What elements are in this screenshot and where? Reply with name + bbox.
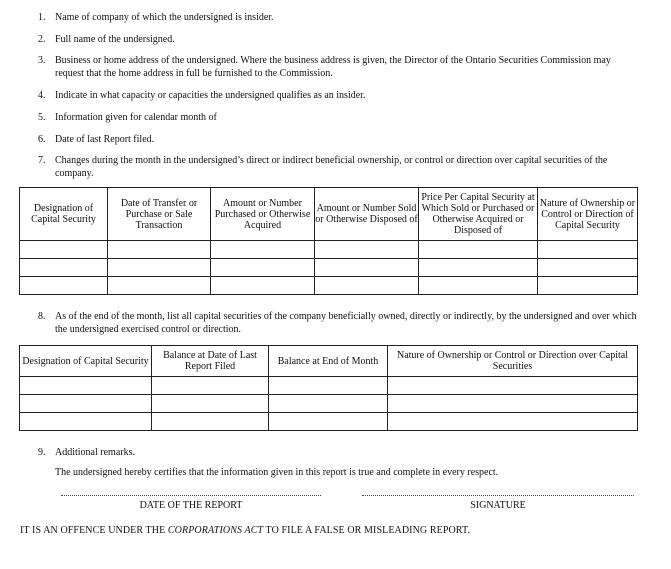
item-8: 8. As of the end of the month, list all capital securities of the company beneficially owned, directly or indirectly, by the undersigned and over which the undersigned exercised control or direction. [38,311,637,335]
signature-line[interactable] [362,495,634,496]
header-amount-acquired: Amount or Number Purchased or Otherwise Acquired [211,188,315,241]
header-balance-end-month: Balance at End of Month [269,346,388,377]
table-row [20,413,638,431]
item-5: 5. Information given for calendar month of [38,112,217,123]
table-row [20,277,638,295]
holdings-table [19,345,638,431]
item-7: 7. Changes during the month in the undersigned’s direct or indirect beneficial ownership, or control or direction over capital securities of the company. [38,155,608,179]
header-date-of-transfer: Date of Transfer or Purchase or Sale Transaction [108,188,211,241]
header-amount-disposed: Amount or Number Sold or Otherwise Disposed of [315,188,419,241]
act-name: CORPORATIONS ACT [167,525,264,536]
item-3: 3. Business or home address of the undersigned. Where the business address is given, the Director of the Ontario Securities Commission may request that the home address in full be furnished to the Commission. [38,55,611,79]
table-row [20,395,638,413]
date-line[interactable] [61,495,321,496]
header-price: Price Per Capital Security at Which Sold or Purchased or Otherwise Acquired or Disposed of [419,188,538,241]
item-4: 4. Indicate in what capacity or capacities the undersigned qualifies as an insider. [38,90,366,101]
item-6: 6. Date of last Report filed. [38,134,155,145]
header-nature-ownership: Nature of Ownership or Control or Direction of Capital Security [538,188,638,241]
changes-table [19,187,638,295]
signature-label: SIGNATURE [470,500,526,511]
date-label: DATE OF THE REPORT [139,500,243,511]
item-1: 1. Name of company of which the undersigned is insider. [38,12,274,23]
table-row [20,377,638,395]
table-row [20,241,638,259]
header-nature-ownership: Nature of Ownership or Control or Direction over Capital Securities [388,346,638,377]
header-designation: Designation of Capital Security [20,188,108,241]
item-9: 9. Additional remarks. [38,447,135,458]
header-balance-last-report: Balance at Date of Last Report Filed [152,346,269,377]
item-2: 2. Full name of the undersigned. [38,34,175,45]
table-row [20,259,638,277]
header-designation: Designation of Capital Security [20,346,152,377]
certification-text: The undersigned hereby certifies that the information given in this report is true and complete in every respect. [55,467,499,478]
offence-warning: IT IS AN OFFENCE UNDER THE CORPORATIONS ACT TO FILE A FALSE OR MISLEADING REPORT. [20,525,471,536]
